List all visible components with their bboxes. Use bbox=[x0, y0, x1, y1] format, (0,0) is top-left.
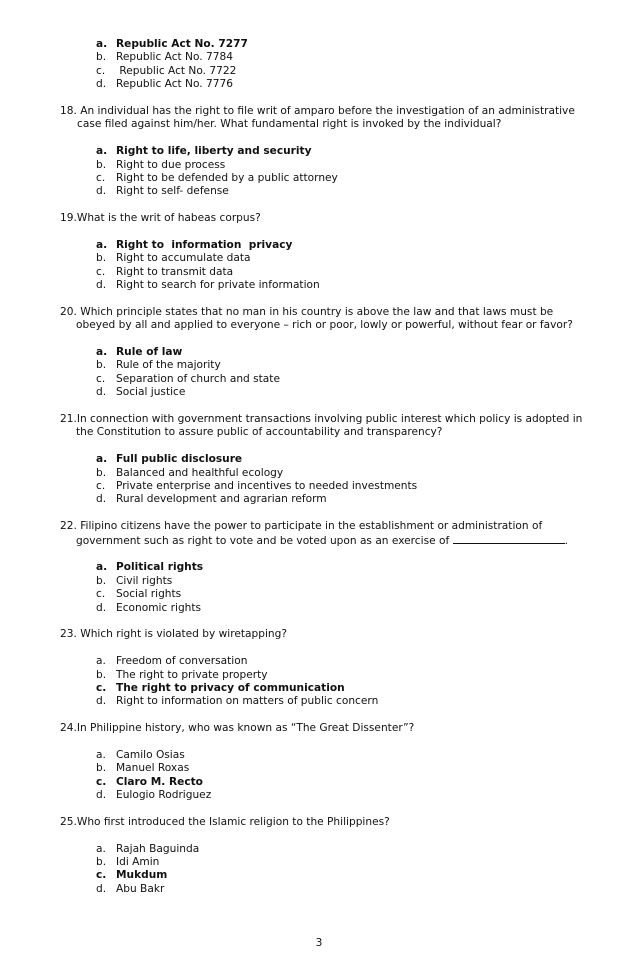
option-a bbox=[96, 561, 638, 574]
option-c bbox=[96, 869, 638, 882]
option-letter: a. bbox=[96, 38, 108, 50]
question-block-18 bbox=[0, 105, 638, 212]
option-b bbox=[96, 669, 638, 682]
question-block-22 bbox=[0, 520, 638, 628]
option-c bbox=[96, 172, 638, 185]
options-list bbox=[0, 145, 638, 199]
option-letter: c. bbox=[96, 171, 106, 184]
option-d bbox=[96, 789, 638, 802]
option-text: Eulogio Rodriguez bbox=[116, 789, 212, 802]
option-text: Private enterprise and incentives to needed investments bbox=[116, 480, 418, 492]
option-text: The right to private property bbox=[116, 668, 268, 681]
option-letter: a. bbox=[96, 842, 106, 855]
question-text-tail: . bbox=[564, 534, 568, 547]
option-d bbox=[96, 602, 638, 615]
option-text: Republic Act No. 7776 bbox=[116, 78, 233, 91]
option-text: Full public disclosure bbox=[116, 453, 243, 466]
page-number: 3 bbox=[315, 937, 323, 949]
options-list bbox=[0, 655, 638, 709]
option-c bbox=[96, 776, 638, 789]
question-block-25 bbox=[0, 816, 638, 896]
option-letter: b. bbox=[96, 252, 107, 265]
option-letter: c. bbox=[96, 681, 107, 694]
option-c bbox=[96, 588, 638, 601]
option-letter: d. bbox=[96, 78, 107, 91]
option-text: Mukdum bbox=[116, 869, 168, 882]
option-text: Claro M. Recto bbox=[116, 775, 203, 788]
option-text: Rural development and agrarian reform bbox=[116, 493, 327, 506]
option-letter: c. bbox=[96, 64, 106, 77]
option-letter: b. bbox=[96, 466, 107, 479]
option-text: Right to information privacy bbox=[116, 238, 293, 251]
question-text: 21.In connection with government transactions involving public interest which policy is adopted in the Constitution to assure public of accountability and transparency? bbox=[60, 413, 583, 439]
option-a bbox=[96, 239, 638, 252]
option-text: Economic rights bbox=[116, 601, 202, 614]
options-list bbox=[0, 346, 638, 400]
question-text: 23. Which right is violated by wiretapping? bbox=[60, 628, 287, 641]
answer-blank bbox=[453, 534, 565, 544]
option-letter: b. bbox=[96, 856, 107, 869]
option-text: Freedom of conversation bbox=[116, 655, 248, 668]
option-letter: c. bbox=[96, 265, 106, 278]
option-letter: b. bbox=[96, 158, 107, 171]
option-letter: d. bbox=[96, 601, 107, 614]
option-text: Right to information on matters of public concern bbox=[116, 695, 379, 708]
option-d bbox=[96, 493, 638, 506]
option-letter: d. bbox=[96, 695, 107, 708]
option-letter: b. bbox=[96, 359, 107, 372]
option-letter: c. bbox=[96, 480, 106, 492]
option-text: Rule of law bbox=[116, 346, 183, 359]
option-letter: d. bbox=[96, 386, 107, 399]
question-block-17 bbox=[0, 38, 638, 105]
question-text: 19.What is the writ of habeas corpus? bbox=[60, 212, 261, 225]
option-letter: a. bbox=[96, 748, 106, 761]
option-a bbox=[96, 38, 638, 51]
option-letter: d. bbox=[96, 185, 107, 198]
option-a bbox=[96, 749, 638, 762]
option-b bbox=[96, 159, 638, 172]
question-text: 18. An individual has the right to file writ of amparo before the investigation of an administrative case filed against him/her. What fundamental right is invoked by the individual? bbox=[60, 104, 575, 131]
question-text: 25.Who first introduced the Islamic religion to the Philippines? bbox=[60, 815, 390, 828]
option-text: Civil rights bbox=[116, 574, 173, 587]
options-list bbox=[0, 239, 638, 293]
option-letter: d. bbox=[96, 789, 107, 802]
option-text: Rajah Baguinda bbox=[116, 842, 200, 855]
option-b bbox=[96, 575, 638, 588]
option-text: Social justice bbox=[116, 386, 186, 399]
option-text: Right to life, liberty and security bbox=[116, 145, 312, 158]
option-b bbox=[96, 359, 638, 372]
option-text: Abu Bakr bbox=[116, 882, 165, 895]
option-c bbox=[96, 480, 638, 493]
option-text: Right to search for private information bbox=[116, 279, 320, 292]
option-d bbox=[96, 386, 638, 399]
option-a bbox=[96, 655, 638, 668]
option-a bbox=[96, 145, 638, 158]
option-b bbox=[96, 252, 638, 265]
question-text bbox=[0, 520, 594, 548]
option-text: Right to self- defense bbox=[116, 185, 229, 198]
option-text: Political rights bbox=[116, 561, 204, 574]
option-letter: d. bbox=[96, 279, 107, 292]
quiz-page bbox=[0, 38, 638, 896]
question-block-21 bbox=[0, 413, 638, 520]
option-letter: a. bbox=[96, 346, 108, 359]
option-letter: d. bbox=[96, 493, 107, 506]
option-c bbox=[96, 65, 638, 78]
question-block-20 bbox=[0, 306, 638, 413]
option-letter: a. bbox=[96, 238, 108, 251]
option-letter: b. bbox=[96, 574, 107, 587]
option-text: Republic Act No. 7277 bbox=[116, 38, 248, 50]
question-text: 24.In Philippine history, who was known as “The Great Dissenter”? bbox=[60, 722, 415, 735]
option-a bbox=[96, 843, 638, 856]
option-text: Right to transmit data bbox=[116, 265, 234, 278]
option-b bbox=[96, 762, 638, 775]
options-list bbox=[0, 38, 638, 92]
option-letter: b. bbox=[96, 762, 107, 775]
question-block-23 bbox=[0, 628, 638, 722]
option-text: Social rights bbox=[116, 588, 182, 601]
options-list bbox=[0, 749, 638, 803]
option-d bbox=[96, 883, 638, 896]
option-text: Republic Act No. 7784 bbox=[116, 51, 233, 64]
option-d bbox=[96, 279, 638, 292]
option-text: Idi Amin bbox=[116, 856, 160, 869]
option-text: Separation of church and state bbox=[116, 372, 280, 385]
option-b bbox=[96, 856, 638, 869]
option-text: Rule of the majority bbox=[116, 359, 221, 372]
option-text: Republic Act No. 7722 bbox=[116, 64, 237, 77]
option-d bbox=[96, 78, 638, 91]
option-d bbox=[96, 185, 638, 198]
option-letter: b. bbox=[96, 51, 107, 64]
question-text-main: 22. Filipino citizens have the power to participate in the establishment or administration of government such as right to vote and be voted upon as an exercise of bbox=[60, 520, 543, 547]
option-letter: a. bbox=[96, 655, 106, 668]
option-letter: c. bbox=[96, 372, 106, 385]
option-text: Right to accumulate data bbox=[116, 252, 251, 265]
question-block-19 bbox=[0, 212, 638, 306]
option-letter: a. bbox=[96, 145, 108, 158]
option-text: Manuel Roxas bbox=[116, 762, 190, 775]
option-c bbox=[96, 682, 638, 695]
options-list bbox=[0, 453, 638, 507]
option-c bbox=[96, 266, 638, 279]
option-a bbox=[96, 346, 638, 359]
option-text: The right to privacy of communication bbox=[116, 681, 345, 694]
options-list bbox=[0, 843, 638, 897]
option-c bbox=[96, 373, 638, 386]
option-letter: a. bbox=[96, 453, 108, 466]
option-text: Right to due process bbox=[116, 158, 226, 171]
option-letter: d. bbox=[96, 882, 107, 895]
option-text: Balanced and healthful ecology bbox=[116, 466, 284, 479]
option-text: Right to be defended by a public attorney bbox=[116, 171, 338, 184]
option-letter: c. bbox=[96, 775, 107, 788]
option-b bbox=[96, 467, 638, 480]
option-letter: a. bbox=[96, 561, 108, 574]
option-d bbox=[96, 695, 638, 708]
option-a bbox=[96, 453, 638, 466]
options-list bbox=[0, 561, 638, 615]
option-letter: c. bbox=[96, 588, 106, 601]
option-b bbox=[96, 51, 638, 64]
question-block-24 bbox=[0, 722, 638, 816]
option-text: Camilo Osias bbox=[116, 748, 185, 761]
option-letter: c. bbox=[96, 869, 107, 882]
question-text: 20. Which principle states that no man in his country is above the law and that laws must be obeyed by all and applied to everyone – rich or poor, lowly or powerful, without fear or favor? bbox=[60, 305, 573, 332]
option-letter: b. bbox=[96, 668, 107, 681]
